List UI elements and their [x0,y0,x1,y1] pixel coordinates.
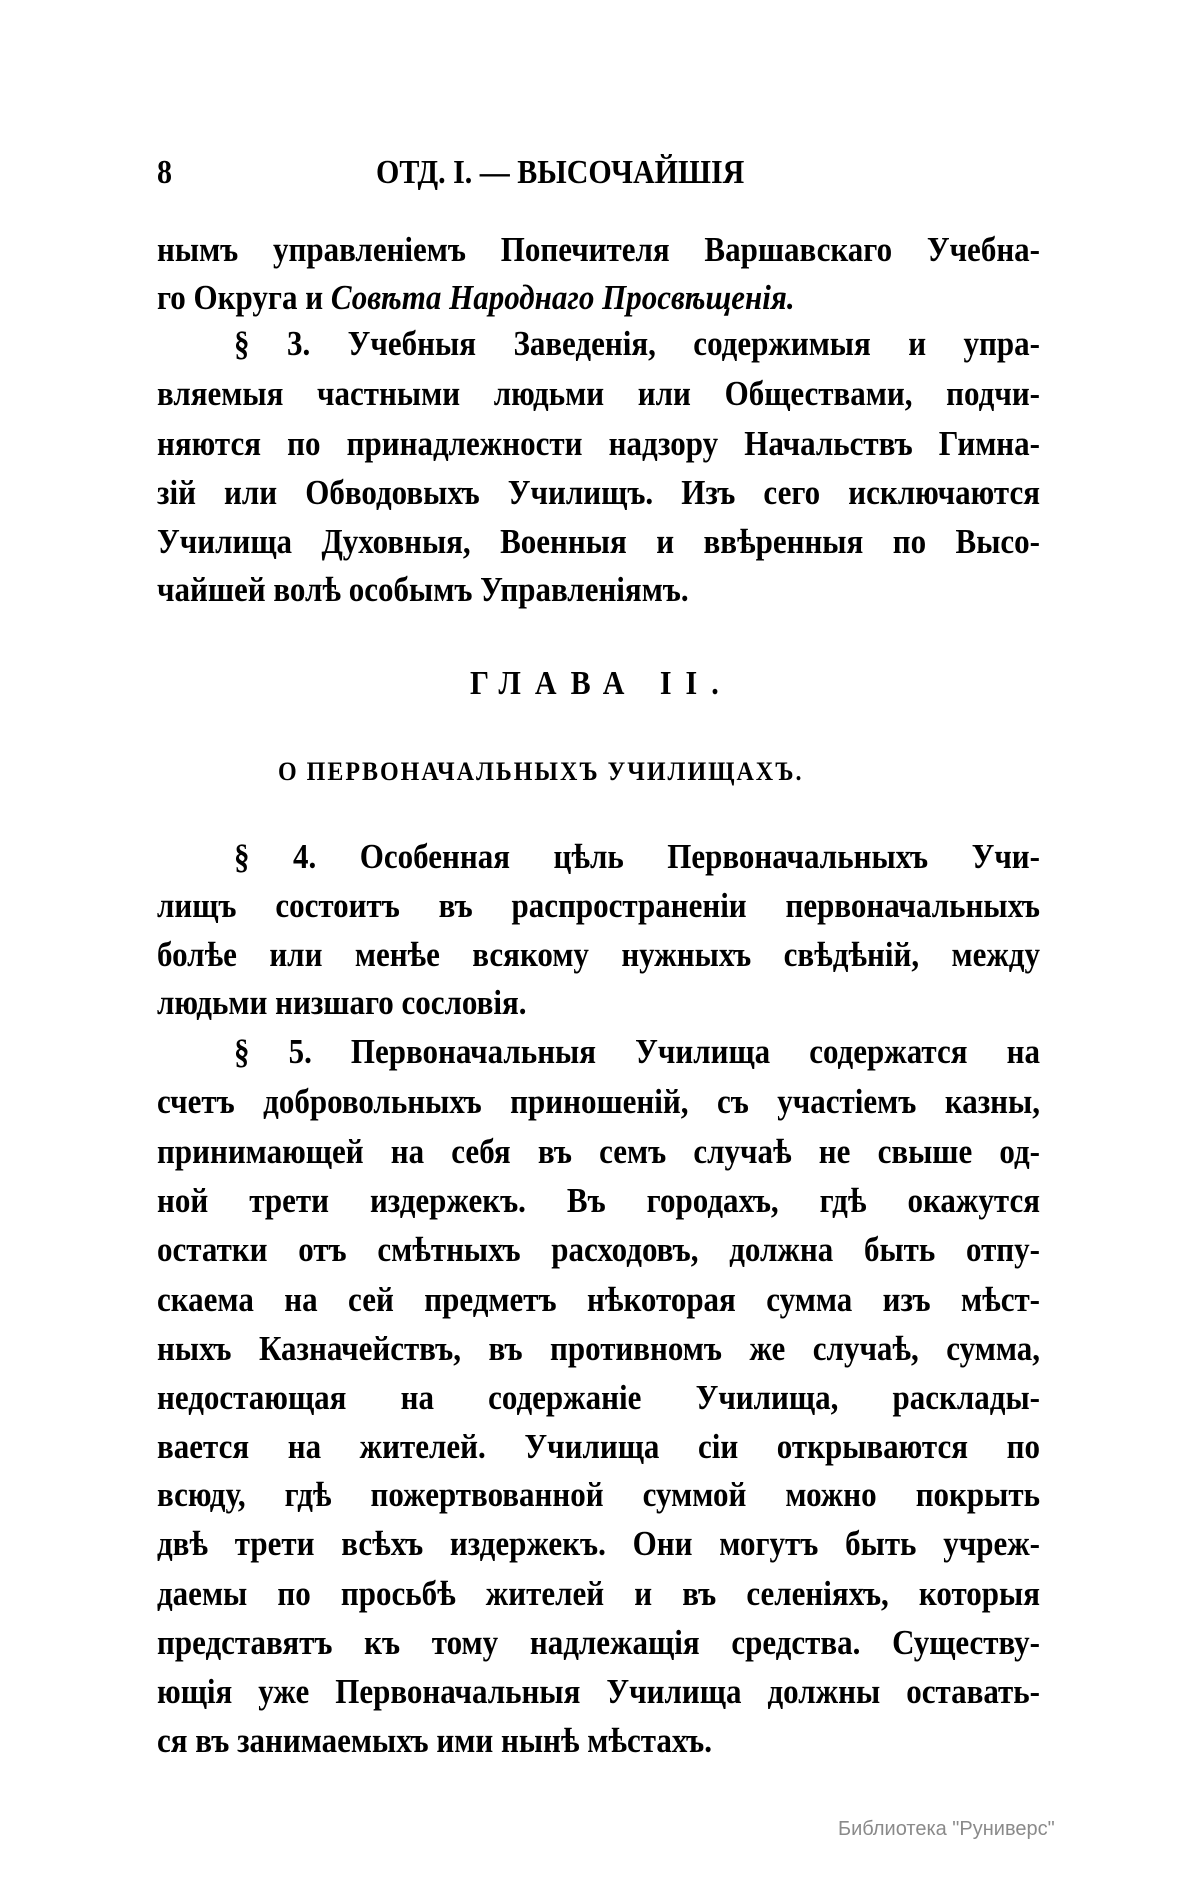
text-line: нымъ управленіемъ Попечителя Варшавскаго Учебна- [157,229,1040,270]
paragraph-3-line: чайшей волѣ особымъ Управленіямъ. [157,569,689,610]
text-segment: го Округа и [157,277,331,318]
paragraph-3-line: зій или Обводовыхъ Училищъ. Изъ сего исключаются [157,472,1040,513]
paragraph-4-line: § 4. Особенная цѣль Первоначальныхъ Учи- [234,836,1040,877]
chapter-title: ГЛАВА II. [470,664,733,702]
paragraph-3-line: § 3. Учебныя Заведенія, содержимыя и упра- [234,323,1040,364]
paragraph-5-line: остатки отъ смѣтныхъ расходовъ, должна быть отпу- [157,1229,1040,1270]
page-number: 8 [157,153,172,191]
paragraph-5-line: ной трети издержекъ. Въ городахъ, гдѣ окажутся [157,1180,1040,1221]
chapter-subtitle: О ПЕРВОНАЧАЛЬНЫХЪ УЧИЛИЩАХЪ. [278,757,804,787]
paragraph-3-line: няются по принадлежности надзору Начальствъ Гимна- [157,423,1040,464]
paragraph-5-line: ющія уже Первоначальныя Училища должны оставать- [157,1671,1040,1712]
paragraph-5-line: ся въ занимаемыхъ ими нынѣ мѣстахъ. [157,1720,712,1761]
paragraph-5-line: § 5. Первоначальныя Училища содержатся на [234,1031,1040,1072]
paragraph-5-line: представятъ къ тому надлежащія средства. Существу- [157,1622,1040,1663]
paragraph-5-line: вается на жителей. Училища сіи открываются по [157,1426,1040,1467]
paragraph-5-line: двѣ трети всѣхъ издержекъ. Они могутъ быть учреж- [157,1523,1040,1564]
paragraph-4-line: лищъ состоитъ въ распространеніи первоначальныхъ [157,885,1040,926]
paragraph-4-line: людьми низшаго сословія. [157,982,527,1023]
paragraph-5-line: счетъ добровольныхъ приношеній, съ участіемъ казны, [157,1081,1040,1122]
paragraph-3-line: вляемыя частными людьми или Обществами, подчи- [157,373,1040,414]
library-watermark: Библиотека "Руниверс" [838,1818,1055,1840]
text-line [157,276,795,321]
paragraph-5-line: ныхъ Казначействъ, въ противномъ же случаѣ, сумма, [157,1328,1040,1369]
paragraph-5-line: всюду, гдѣ пожертвованной суммой можно покрыть [157,1474,1040,1515]
running-title: ОТД. I. — ВЫСОЧАЙШІЯ [376,153,745,191]
paragraph-5-line: недостающая на содержаніе Училища, расклады- [157,1377,1040,1418]
paragraph-3-line: Училища Духовныя, Военныя и ввѣренныя по Высо- [157,521,1040,562]
italic-text-segment: Совѣта Народнаго Просвѣщенія. [330,277,795,318]
paragraph-5-line: принимающей на себя въ семъ случаѣ не свыше од- [157,1131,1040,1172]
paragraph-5-line: даемы по просьбѣ жителей и въ селеніяхъ, которыя [157,1573,1040,1614]
paragraph-5-line: скаема на сей предметъ нѣкоторая сумма изъ мѣст- [157,1279,1040,1320]
paragraph-4-line: болѣе или менѣе всякому нужныхъ свѣдѣній, между [157,934,1040,975]
